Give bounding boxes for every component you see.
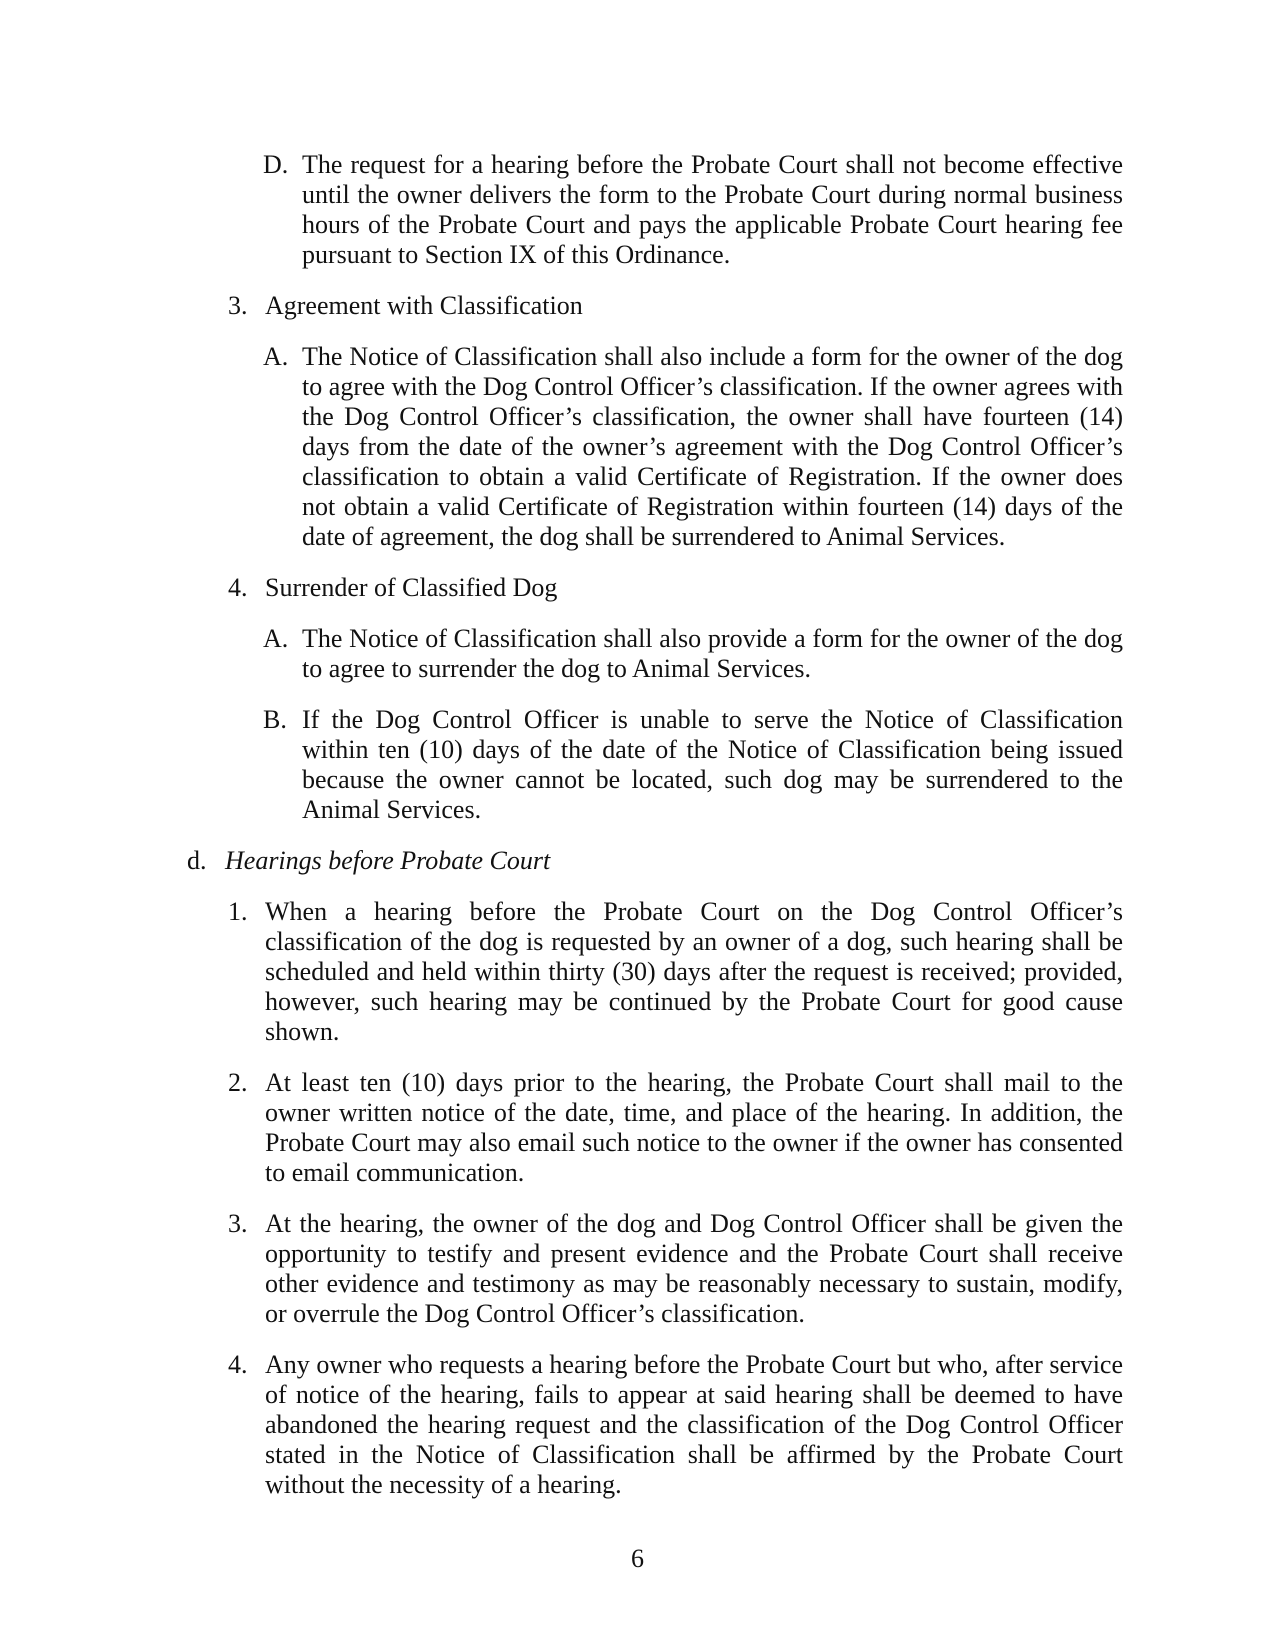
- list-item-4-A: [263, 624, 1123, 684]
- list-item-text: Any owner who requests a hearing before the Probate Court but who, after service of notice of the hearing, fails to appear at said hearing shall be deemed to have abandoned the hearing request and the classification of the Dog Control Officer stated in the Notice of Classification shall be affirmed by the Probate Court without the necessity of a hearing.: [265, 1350, 1123, 1499]
- list-item-d-2: [228, 1068, 1123, 1188]
- list-item-d-1: [228, 897, 1123, 1047]
- list-item-D: [263, 150, 1123, 270]
- list-item-marker: 4.: [228, 573, 248, 602]
- page-number: 6: [631, 1544, 644, 1573]
- list-item-marker: 4.: [228, 1350, 248, 1379]
- list-item-4-B: [263, 705, 1123, 825]
- list-item-text: Hearings before Probate Court: [225, 846, 551, 875]
- list-item-marker: B.: [263, 705, 287, 734]
- list-item-3: [228, 291, 1123, 321]
- list-item-marker: 3.: [228, 1209, 248, 1238]
- list-item-text: The request for a hearing before the Probate Court shall not become effective until the owner delivers the form to the Probate Court during normal business hours of the Probate Court and pays the applicable Probate Court hearing fee pursuant to Section IX of this Ordinance.: [302, 150, 1123, 269]
- list-item-marker: 2.: [228, 1068, 248, 1097]
- list-item-marker: A.: [263, 342, 289, 371]
- list-item-d: [187, 846, 1123, 876]
- list-item-marker: 3.: [228, 291, 248, 320]
- list-item-marker: D.: [263, 150, 289, 179]
- list-item-marker: 1.: [228, 897, 248, 926]
- document-body: [187, 150, 1123, 1500]
- list-item-text: The Notice of Classification shall also include a form for the owner of the dog to agree with the Dog Control Officer’s classification. If the owner agrees with the Dog Control Officer’s classification, the owner shall have fourteen (14) days from the date of the owner’s agreement with the Dog Control Officer’s classification to obtain a valid Certificate of Registration. If the owner does not obtain a valid Certificate of Registration within fourteen (14) days of the date of agreement, the dog shall be surrendered to Animal Services.: [302, 342, 1123, 551]
- list-item-4: [228, 573, 1123, 603]
- list-item-text: The Notice of Classification shall also provide a form for the owner of the dog to agree to surrender the dog to Animal Services.: [302, 624, 1123, 683]
- list-item-text: If the Dog Control Officer is unable to serve the Notice of Classification within ten (10) days of the date of the Notice of Classification being issued because the owner cannot be located, such dog may be surrendered to the Animal Services.: [302, 705, 1123, 824]
- list-item-3-A: [263, 342, 1123, 552]
- list-item-d-3: [228, 1209, 1123, 1329]
- list-item-text: At least ten (10) days prior to the hearing, the Probate Court shall mail to the owner written notice of the date, time, and place of the hearing. In addition, the Probate Court may also email such notice to the owner if the owner has consented to email communication.: [265, 1068, 1123, 1187]
- list-item-marker: A.: [263, 624, 289, 653]
- list-item-d-4: [228, 1350, 1123, 1500]
- list-item-marker: d.: [187, 846, 207, 875]
- list-item-text: Agreement with Classification: [265, 291, 583, 320]
- list-item-text: Surrender of Classified Dog: [265, 573, 558, 602]
- list-item-text: At the hearing, the owner of the dog and Dog Control Officer shall be given the opportunity to testify and present evidence and the Probate Court shall receive other evidence and testimony as may be reasonably necessary to sustain, modify, or overrule the Dog Control Officer’s classification.: [265, 1209, 1123, 1328]
- list-item-text: When a hearing before the Probate Court on the Dog Control Officer’s classification of the dog is requested by an owner of a dog, such hearing shall be scheduled and held within thirty (30) days after the request is received; provided, however, such hearing may be continued by the Probate Court for good cause shown.: [265, 897, 1123, 1046]
